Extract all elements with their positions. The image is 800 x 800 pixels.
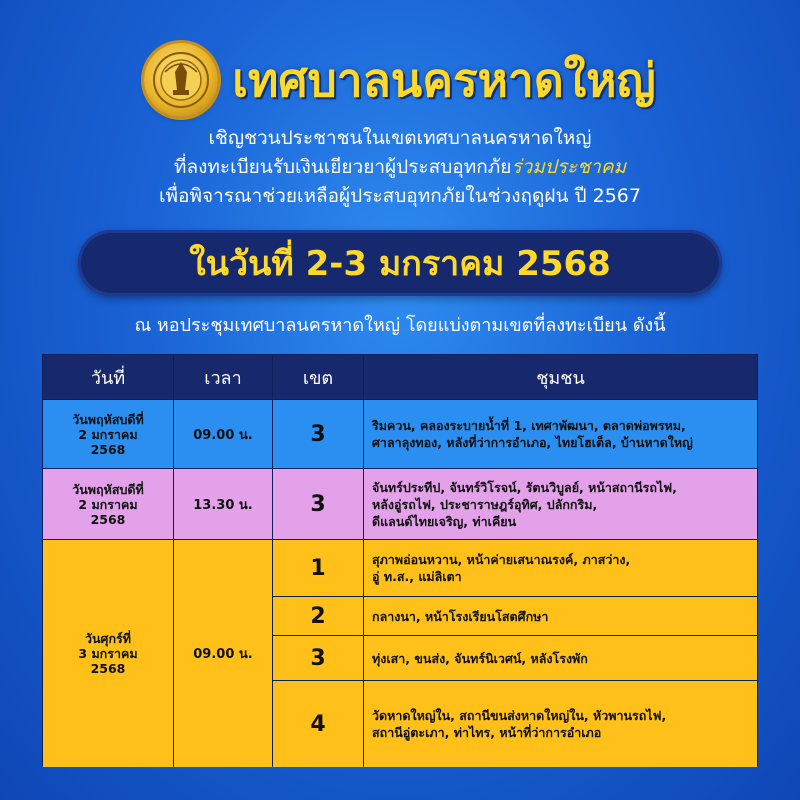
intro-line-1: เชิญชวนประชาชนในเขตเทศบาลนครหาดใหญ่: [208, 127, 592, 149]
community-cell: สุภาพอ่อนหวาน, หน้าค่ายเสนาณรงค์, ภาสว่าง, อู่ ท.ส., แม่ลิเตา: [364, 540, 757, 596]
time-cell: 09.00 น.: [174, 400, 272, 468]
intro-line-2-prefix: ที่ลงทะเบียนรับเงินเยียวยาผู้ประสบอุทกภัย: [173, 156, 512, 178]
time-cell: 09.00 น.: [174, 540, 272, 767]
date-banner-text: ในวันที่ 2-3 มกราคม 2568: [189, 244, 611, 284]
zone-cell: 4: [273, 681, 363, 767]
location-text: ณ หอประชุมเทศบาลนครหาดใหญ่ โดยแบ่งตามเขตที่ลงทะเบียน ดังนี้: [134, 315, 666, 336]
zone-cell: 1: [273, 540, 363, 596]
intro-line-2-highlight: ร่วมประชาคม: [511, 156, 627, 178]
community-cell: กลางนา, หน้าโรงเรียนโสตศึกษา: [364, 597, 757, 635]
date-cell: วันศุกร์ที่ 3 มกราคม 2568: [43, 540, 173, 767]
header: [0, 40, 800, 120]
header-zone: เขต: [273, 355, 363, 399]
date-banner: [78, 230, 722, 296]
zone-cell: 3: [273, 469, 363, 539]
header-date: วันที่: [43, 355, 173, 399]
zone-cell: 3: [273, 636, 363, 680]
intro-line-2: [0, 153, 800, 182]
community-cell: จันทร์ประทีป, จันทร์วิโรจน์, รัตนวิบูลย์, หน้าสถานีรถไฟ, หลังอู่รถไฟ, ประชาราษฎร์อุทิศ, ปลักกริม, ดีแลนด์ไทยเจริญ, ท่าเคียน: [364, 469, 757, 539]
community-cell: ริมควน, คลองระบายน้ำที่ 1, เทศาพัฒนา, ตลาดพ่อพรหม, ศาลาลุงทอง, หลังที่ว่าการอำเภอ, ไทยโฮเต็ล, บ้านหาดใหญ่: [364, 400, 757, 468]
municipal-seal-icon: [144, 43, 218, 117]
zone-cell: 2: [273, 597, 363, 635]
intro-text: [0, 124, 800, 211]
time-cell: 13.30 น.: [174, 469, 272, 539]
schedule-table: [42, 354, 758, 766]
page-title: เทศบาลนครหาดใหญ่: [232, 52, 656, 107]
date-cell: วันพฤหัสบดีที่ 2 มกราคม 2568: [43, 469, 173, 539]
community-cell: วัดหาดใหญ่ใน, สถานีขนส่งหาดใหญ่ใน, หัวพานรถไฟ, สถานีอู่ตะเภา, ท่าไทร, หน้าที่ว่าการอำเภอ: [364, 681, 757, 767]
community-cell: ทุ่งเสา, ขนส่ง, จันทร์นิเวศน์, หลังโรงพัก: [364, 636, 757, 680]
date-cell: วันพฤหัสบดีที่ 2 มกราคม 2568: [43, 400, 173, 468]
header-time: เวลา: [174, 355, 272, 399]
header-community: ชุมชน: [364, 355, 757, 399]
intro-line-3: เพื่อพิจารณาช่วยเหลือผู้ประสบอุทกภัยในช่วงฤดูฝน ปี 2567: [159, 185, 641, 207]
zone-cell: 3: [273, 400, 363, 468]
